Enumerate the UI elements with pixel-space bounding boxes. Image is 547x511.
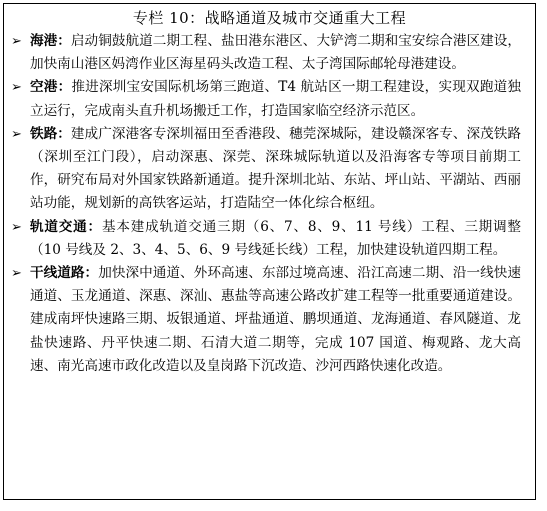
list-item-rail-transit bbox=[4, 216, 535, 262]
item-heading: 铁路： bbox=[30, 125, 71, 142]
item-list bbox=[4, 30, 535, 378]
item-text: 建成广深港客专深圳福田至香港段、穗莞深城际，建设赣深客专、深茂铁路（深圳至江门段），启动深惠、深莞、深珠城际轨道以及沿海客专等项目前期工作，研究布局对外国家铁路新通道。提升深圳北站、东站、坪山站、平湖站、西丽站功能，规划新的高铁客运站，打造陆空一体化综合枢纽。 bbox=[30, 125, 521, 212]
column-box bbox=[3, 3, 536, 500]
list-item-trunk-roads bbox=[4, 262, 535, 378]
item-text: 推进深圳宝安国际机场第三跑道、T4 航站区一期工程建设，实现双跑道独立运行，完成南头直升机场搬迁工作，打造国家临空经济示范区。 bbox=[30, 79, 521, 119]
item-text: 启动铜鼓航道二期工程、盐田港东港区、大铲湾二期和宝安综合港区建设，加快南山港区妈湾作业区海星码头改造工程、太子湾国际邮轮母港建设。 bbox=[30, 33, 521, 73]
column-title: 专栏 10：战略通道及城市交通重大工程 bbox=[132, 9, 407, 27]
item-text: 加快深中通道、外环高速、东部过境高速、沿江高速二期、沿一线快速通道、玉龙通道、深惠、深汕、惠盐等高速公路改扩建工程等一批重要通道建设。建成南坪快速路三期、坂银通道、坪盐通道、鹏坝通道、龙海通道、春风隧道、龙盐快速路、丹平快速二期、石清大道二期等，完成 107 国道、梅观路、龙大高速、南光高速市政化改造以及皇岗路下沉改造、沙河西路快速化改造。 bbox=[30, 265, 521, 374]
list-item-airport bbox=[4, 76, 535, 122]
item-heading: 轨道交通： bbox=[30, 218, 102, 235]
arrow-bullet-icon: ➢ bbox=[11, 80, 22, 96]
arrow-bullet-icon: ➢ bbox=[11, 126, 22, 142]
list-item-seaport bbox=[4, 30, 535, 76]
arrow-bullet-icon: ➢ bbox=[11, 219, 22, 235]
item-heading: 干线道路： bbox=[30, 265, 99, 282]
item-text: 基本建成轨道交通三期（6、7、8、9、11 号线）工程、三期调整（10 号线及 2、3、4、5、6、9 号线延长线）工程，加快建设轨道四期工程。 bbox=[30, 218, 521, 258]
arrow-bullet-icon: ➢ bbox=[11, 266, 22, 282]
list-item-railway bbox=[4, 123, 535, 216]
arrow-bullet-icon: ➢ bbox=[11, 34, 22, 49]
item-heading: 海港： bbox=[30, 33, 71, 49]
item-heading: 空港： bbox=[30, 79, 72, 96]
